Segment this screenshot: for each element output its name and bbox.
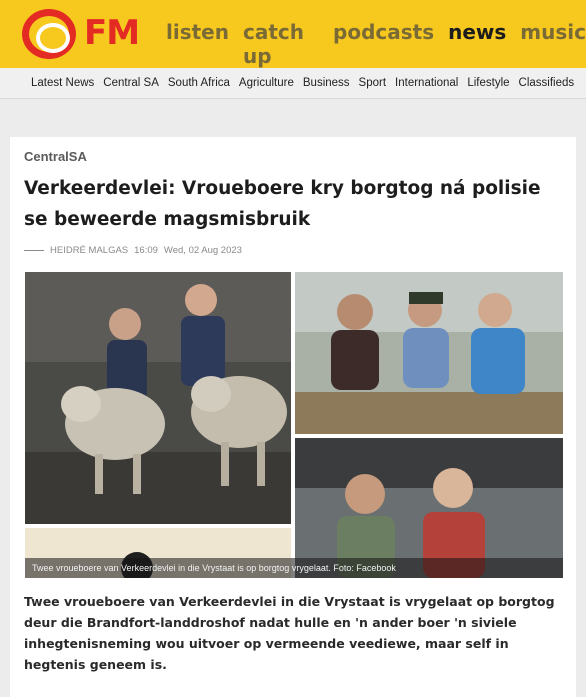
article-card bbox=[10, 137, 576, 697]
article-title: Verkeerdevlei: Vroueboere kry borgtog ná polisie se beweerde magsmisbruik bbox=[24, 178, 541, 230]
author-name: HEIDRÉ MALGAS bbox=[50, 245, 129, 256]
nav-catch-up[interactable]: catch up bbox=[242, 20, 304, 68]
subnav-south-africa[interactable]: South Africa bbox=[167, 77, 230, 89]
nav-listen[interactable]: listen bbox=[166, 20, 229, 44]
subnav-latest-news[interactable]: Latest News bbox=[31, 77, 95, 89]
news-category-nav bbox=[0, 68, 586, 99]
logo-text: FM bbox=[84, 13, 140, 53]
subnav-sport[interactable]: Sport bbox=[358, 77, 387, 89]
subnav-business[interactable]: Business bbox=[302, 77, 350, 89]
nav-music[interactable]: music bbox=[520, 20, 586, 44]
photo-panel-sheep bbox=[25, 272, 291, 524]
byline-rule bbox=[24, 250, 44, 251]
subnav-classifieds[interactable]: Classifieds bbox=[518, 77, 575, 89]
ofm-logo[interactable] bbox=[22, 9, 147, 59]
subnav-agriculture[interactable]: Agriculture bbox=[238, 77, 294, 89]
subnav-lifestyle[interactable]: Lifestyle bbox=[467, 77, 510, 89]
main-nav bbox=[166, 20, 586, 68]
article-photo-collage bbox=[25, 272, 563, 578]
site-header bbox=[0, 0, 586, 68]
article-section[interactable]: CentralSA bbox=[24, 149, 87, 164]
nav-podcasts[interactable]: podcasts bbox=[333, 20, 435, 44]
publish-date: Wed, 02 Aug 2023 bbox=[163, 245, 242, 256]
photo-panel-three-women bbox=[295, 272, 563, 434]
photo-panel-two-women bbox=[295, 438, 563, 578]
article-lede: Twee vroueboere van Verkeerdevlei in die Vrystaat is vrygelaat op borgtog deur die Brandfort-landdroshof nadat hulle en 'n ander boer 'n siviele inhegtenisneming wou uitvoer op vermeende veediewe, maar self in hegtenis geneem is. bbox=[24, 594, 555, 672]
subnav-central-sa[interactable]: Central SA bbox=[103, 77, 159, 89]
byline bbox=[24, 245, 242, 256]
publish-time: 16:09 bbox=[134, 245, 158, 256]
logo-ring-icon bbox=[22, 9, 76, 59]
nav-news[interactable]: news bbox=[448, 20, 507, 44]
photo-caption: Twee vroueboere van Verkeerdevlei in die Vrystaat is op borgtog vrygelaat. Foto: Facebook bbox=[25, 558, 563, 578]
photo-collage-image bbox=[25, 272, 563, 578]
subnav-international[interactable]: International bbox=[395, 77, 459, 89]
